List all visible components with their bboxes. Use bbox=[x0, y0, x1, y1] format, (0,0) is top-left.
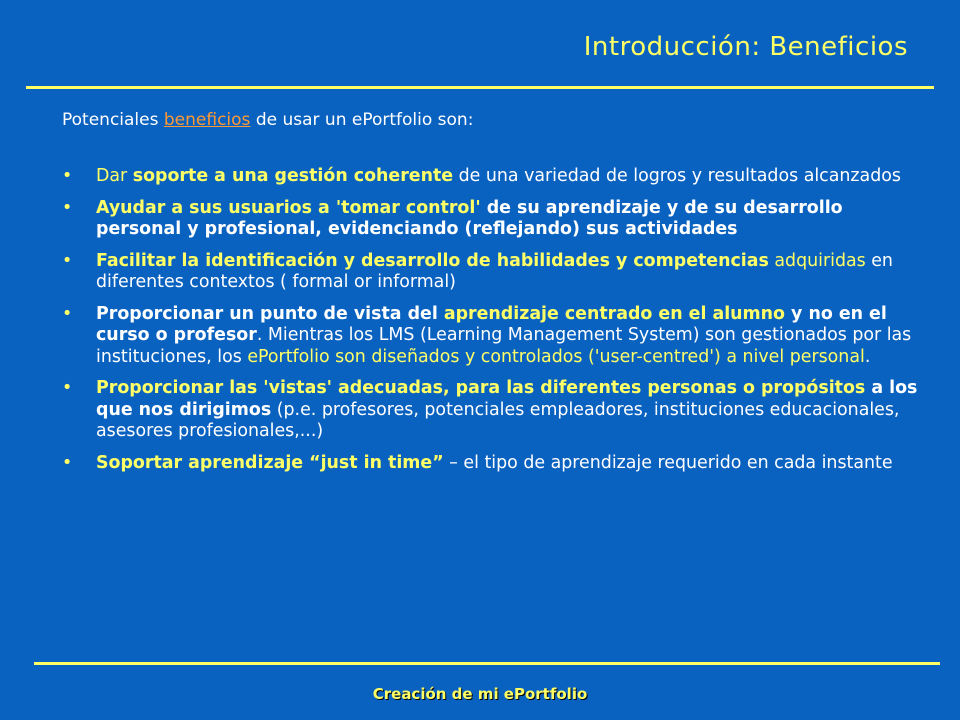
benefit-text-segment: – el tipo de aprendizaje requerido en cada instante bbox=[443, 452, 893, 473]
benefit-text-segment: (p.e. profesores, potenciales empleadores, instituciones educacionales, asesores profesionales,...) bbox=[96, 399, 900, 441]
bullet-icon: • bbox=[62, 197, 73, 218]
benefit-text-segment: Proporcionar un punto de vista del bbox=[96, 303, 444, 324]
benefit-item bbox=[62, 453, 922, 475]
benefit-item bbox=[62, 304, 922, 369]
benefit-text-segment: Proporcionar las 'vistas' adecuadas, para las diferentes personas o propósitos bbox=[96, 378, 866, 398]
intro-before: Potenciales bbox=[62, 110, 164, 130]
bullet-icon: • bbox=[62, 250, 73, 271]
benefit-text-segment: “just in time” bbox=[309, 452, 444, 473]
benefit-text-segment: de su aprendizaje y de su desarrollo personal y profesional, evidenciando (reflejando) sus actividades bbox=[96, 197, 843, 239]
benefit-text-segment: Soportar aprendizaje bbox=[96, 452, 310, 473]
benefit-text-segment: . Mientras los LMS (Learning Management System) son gestionados por las instituciones, los bbox=[96, 325, 912, 367]
footer-text: Creación de mi ePortfolio bbox=[372, 685, 588, 703]
bullet-icon: • bbox=[62, 452, 73, 473]
bullet-icon: • bbox=[62, 378, 73, 398]
bottom-divider bbox=[34, 662, 940, 665]
benefit-text-segment: adquiridas bbox=[768, 250, 866, 271]
benefit-text-segment: en diferentes contextos ( formal or informal) bbox=[96, 250, 893, 292]
benefit-text-segment: aprendizaje centrado en el alumno bbox=[443, 303, 785, 324]
beneficios-link[interactable]: beneficios bbox=[163, 110, 251, 130]
benefit-item bbox=[62, 251, 922, 294]
benefits-list bbox=[62, 166, 922, 484]
benefit-item bbox=[62, 166, 922, 188]
top-divider bbox=[26, 86, 934, 89]
benefit-text-segment: Facilitar la identificación y desarrollo de habilidades y competencias bbox=[96, 250, 769, 271]
benefit-item bbox=[62, 198, 922, 241]
benefit-text-segment: Dar bbox=[96, 166, 133, 186]
bullet-icon: • bbox=[62, 166, 73, 186]
benefit-item bbox=[62, 378, 922, 443]
benefit-text-segment: y no en el curso o profesor bbox=[96, 303, 887, 345]
benefit-text-segment: soporte a una gestión coherente bbox=[132, 166, 454, 186]
intro-text bbox=[62, 110, 902, 130]
benefit-text-segment: ePortfolio son diseñados y controlados ('user-centred') a nivel personal bbox=[247, 346, 865, 367]
bullet-icon: • bbox=[62, 303, 73, 324]
benefit-text-segment: . bbox=[864, 346, 871, 367]
slide-title: Introducción: Beneficios bbox=[583, 32, 908, 62]
intro-after: de usar un ePortfolio son: bbox=[250, 110, 474, 130]
benefit-text-segment: de una variedad de logros y resultados alcanzados bbox=[453, 166, 901, 186]
benefit-text-segment: Ayudar a sus usuarios a 'tomar control' bbox=[96, 197, 481, 218]
benefit-text-segment: a los que nos dirigimos bbox=[96, 378, 918, 420]
